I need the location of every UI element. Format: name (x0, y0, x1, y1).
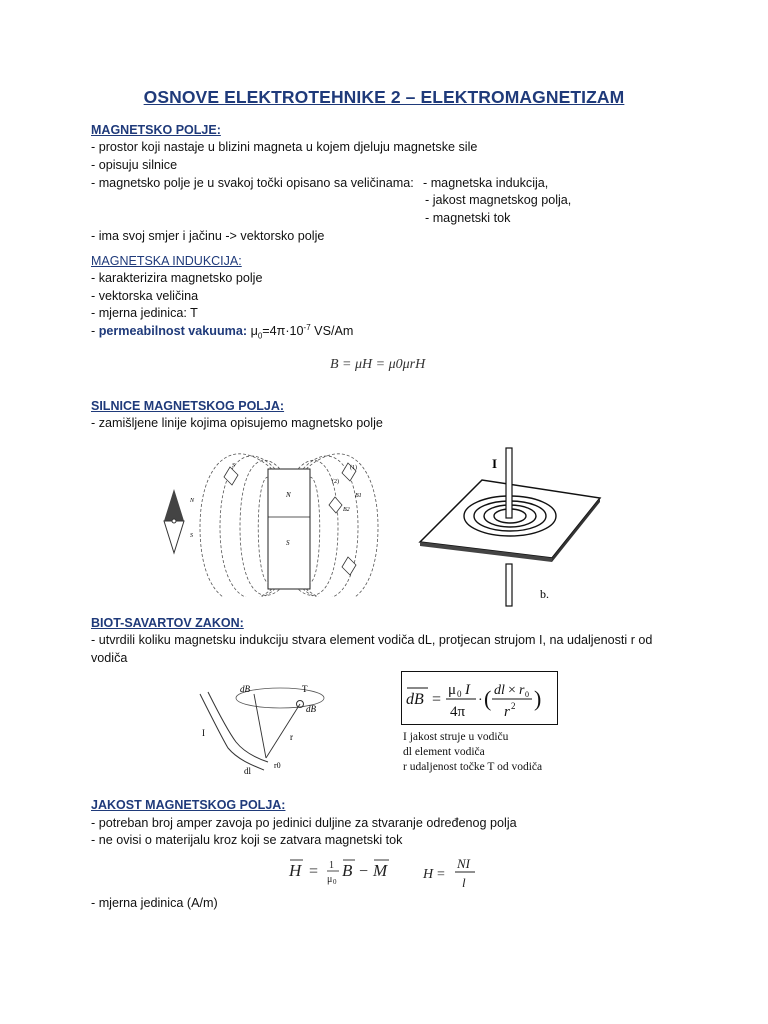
svg-text:dl: dl (494, 683, 505, 698)
heading-magnetska-indukcija: MAGNETSKA INDUKCIJA: (91, 254, 242, 268)
svg-text:=: = (309, 863, 319, 880)
svg-text:×: × (508, 683, 516, 698)
legend-line: dl element vodiča (403, 746, 485, 758)
svg-text:2: 2 (511, 701, 516, 711)
text-line: - mjerna jedinica: T (91, 306, 198, 320)
compass-north-half (164, 489, 184, 521)
svg-text:l: l (462, 875, 466, 890)
formula-b: B = μH = μ0μrH (330, 357, 426, 372)
svg-text:=: = (437, 867, 445, 882)
wire-top (506, 448, 512, 518)
heading-magnetsko-polje: MAGNETSKO POLJE: (91, 123, 221, 137)
svg-text:H: H (289, 861, 302, 880)
label-2: (2) (332, 479, 339, 485)
text-line: - opisuju silnice (91, 158, 178, 172)
svg-text:1: 1 (329, 860, 334, 871)
wire-bottom (506, 564, 512, 606)
text-line: - prostor koji nastaje u blizini magneta u kojem djeluju magnetske sile (91, 140, 478, 154)
compass-south-half (164, 521, 184, 553)
compass-n-label: N (190, 498, 195, 504)
svg-text:dB: dB (406, 691, 424, 708)
svg-text:r: r (504, 704, 510, 720)
text-line: - magnetski tok (425, 211, 511, 225)
svg-text:): ) (534, 686, 542, 711)
text-line: - ima svoj smjer i jačinu -> vektorsko polje (91, 229, 325, 243)
svg-text:0: 0 (457, 689, 462, 699)
current-label: I (492, 456, 498, 471)
label-1: (1) (350, 465, 357, 471)
magnet-n-label: N (286, 491, 291, 499)
label-b2: B2 (343, 507, 350, 513)
svg-text:H: H (423, 867, 434, 882)
biot-savart-formula-box (401, 671, 558, 725)
heading-biot-savart: BIOT-SAVARTOV ZAKON: (91, 616, 244, 630)
text-line: - karakterizira magnetsko polje (91, 271, 263, 285)
figure-b-label: b. (540, 587, 549, 601)
text-line: - utvrdili koliku magnetsku indukciju stvara element vodiča dL, protjecan strujom I, na udaljenosti r od (91, 633, 653, 647)
svg-text:S: S (232, 463, 235, 469)
text-line: - zamišljene linije kojima opisujemo magnetsko polje (91, 416, 383, 430)
text-line: - jakost magnetskog polja, (425, 193, 572, 207)
biot-savart-legend (403, 730, 542, 775)
svg-text:4π: 4π (450, 704, 466, 720)
r-label: r (290, 732, 293, 742)
db-label-2: dB (306, 704, 316, 714)
h-field-formulas (285, 852, 485, 892)
biot-savart-figure (192, 668, 352, 780)
dl-label: dl (244, 766, 252, 776)
compass-s-label: S (190, 533, 193, 539)
svg-text:B: B (342, 861, 353, 880)
text-line: - vektorska veličina (91, 289, 199, 303)
svg-text:μ: μ (448, 682, 457, 698)
svg-text:r: r (519, 683, 525, 698)
current-i-label: I (202, 728, 205, 738)
text-line: - magnetska indukcija, (423, 176, 549, 190)
svg-text:(: ( (484, 686, 492, 711)
r0-label: r0 (274, 761, 281, 770)
svg-text:=: = (432, 691, 442, 708)
svg-text:−: − (359, 863, 369, 880)
svg-text:I: I (465, 682, 470, 698)
point-t-label: T (302, 684, 308, 694)
text-line: vodiča (91, 651, 128, 665)
label-b1: B1 (355, 493, 362, 499)
svg-text:NI: NI (457, 856, 470, 871)
svg-text:·: · (478, 693, 483, 708)
text-line: - ne ovisi o materijalu kroz koji se zatvara magnetski tok (91, 833, 403, 847)
biot-savart-formula (402, 672, 557, 724)
straight-wire-field-figure (412, 438, 607, 608)
legend-line: r udaljenost točke T od vodiča (403, 761, 543, 773)
legend-line: I jakost struje u vodiču (403, 731, 509, 743)
text-line: - magnetsko polje je u svakoj točki opisano sa veličinama: (91, 176, 414, 190)
text-line: - potreban broj amper zavoja po jedinici duljine za stvaranje određenog polja (91, 816, 517, 830)
bar-magnet (268, 469, 310, 589)
heading-silnice: SILNICE MAGNETSKOG POLJA: (91, 399, 285, 413)
heading-jakost-polja: JAKOST MAGNETSKOG POLJA: (91, 798, 286, 812)
bar-magnet-field-figure (160, 437, 385, 597)
svg-text:0: 0 (525, 690, 529, 699)
svg-text:M: M (373, 861, 388, 880)
svg-text:0: 0 (333, 878, 337, 886)
db-label-1: dB (240, 684, 250, 694)
permeability-line: - permeabilnost vakuuma: $\mu_0=4\pi\cdot 10^{-7}$ VS/Am (91, 323, 354, 341)
svg-text:μ: μ (327, 874, 333, 885)
text-line: - mjerna jedinica (A/m) (91, 896, 218, 910)
page-title: OSNOVE ELEKTROTEHNIKE 2 – ELEKTROMAGNETIZAM (143, 87, 625, 107)
magnet-s-label: S (286, 539, 290, 547)
